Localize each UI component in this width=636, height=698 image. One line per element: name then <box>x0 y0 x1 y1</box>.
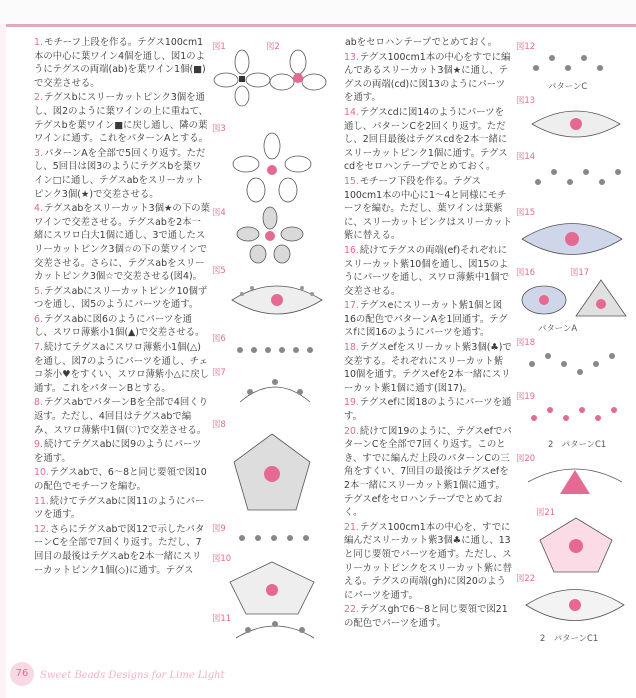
step-number: 2. <box>34 92 43 104</box>
step-number: 19. <box>344 397 359 409</box>
instruction-step <box>344 51 512 105</box>
diagram-label-pattern-a: パターンA <box>538 323 578 333</box>
step-text: テグス100cm1本の中心を、すでに編んだスリーカット紫3個♣に通し、13と同じ要領でパーツを通す。ただし、スリーカットピンクをスリーカット紫に替える。テグスの両端(gh)に図20のようにパーツを通す。 <box>344 521 513 601</box>
step-text: テグスabにスリーカットピンク10個ずつを通し、図5のようにパーツを通す。 <box>34 285 208 311</box>
step-text: モチーフ下段を作る。テグス100cm1本の中心に1〜4と同様にモチーフを編む。ただし、葉ワインは葉紫に、スリーカットピンクはスリーカット紫に替える。 <box>344 175 513 242</box>
instruction-step <box>34 396 210 437</box>
step-text: テグスabで、6〜8と同じ要領で図10の配色でモチーフを編む。 <box>34 467 207 492</box>
instruction-step <box>34 313 210 340</box>
instruction-step <box>34 36 210 90</box>
figure-label-14: 図14 <box>516 151 536 161</box>
diagram-figure-21 <box>536 514 616 576</box>
step-number: 6. <box>34 313 43 325</box>
figure-label-12: 図12 <box>516 41 536 51</box>
instruction-step <box>344 299 512 340</box>
diagram-figure-7 <box>230 372 320 416</box>
instruction-step <box>344 106 512 174</box>
instruction-step <box>34 523 210 577</box>
step-number: 17. <box>344 300 359 312</box>
diagram-figure-13 <box>524 102 628 146</box>
figure-label-2: 図2 <box>266 41 280 51</box>
diagram-figure-17 <box>572 276 630 326</box>
instruction-step <box>344 175 512 243</box>
diagram-label-pattern-c: パターンC <box>548 81 588 91</box>
figure-label-1: 図1 <box>212 41 226 51</box>
figure-label-18: 図18 <box>516 337 536 347</box>
step-number: 16. <box>344 244 359 256</box>
step-text: パターンAを全部で5回くり返す。ただし、5回目は図3のようにテグスbを葉ワイン□に通し、テグスabをスリーカットピンク3個(★)で交差させる。 <box>34 147 206 200</box>
step-text: テグスefをスリーカット紫3個(♣)で交差する。それぞれにスリーカット紫10個を通す。テグスefを2本一緒にスリーカット紫1個に通す(図17)。 <box>344 342 512 394</box>
instruction-step <box>344 341 512 395</box>
step-number: 20. <box>344 425 359 437</box>
step-number: 11. <box>34 495 49 507</box>
diagram-figure-16 <box>516 276 572 326</box>
step-number: 4. <box>34 203 43 215</box>
diagram-figure-18 <box>520 344 628 384</box>
step-number: 3. <box>34 147 43 159</box>
figure-label-9: 図9 <box>212 523 226 533</box>
step-text: テグスabをスリーカット3個★の下の葉ワインで交差させる。テグスabを2本一緒にスワロ白大1個に通し、3で通したスリーカットピンク3個☆の下の葉ワインで交差させる。さらに、テグスabをスリーカットピンク3個☆で交差させる(図4)。 <box>34 203 210 283</box>
diagram-figure-3 <box>222 130 322 206</box>
footer-title: Sweet Beads Designs for Lime Light <box>40 670 225 681</box>
step-text: テグス100cm1本の中心をすでに編んであるスリーカット3個★に通し、テグスの両端(cd)に図13のようにパーツを通す。 <box>344 51 511 104</box>
instruction-step <box>34 202 210 284</box>
step-number: 12. <box>34 523 49 535</box>
figure-label-21: 図21 <box>536 507 556 517</box>
instruction-step <box>34 285 210 312</box>
diagram-figure-11 <box>230 618 320 648</box>
instruction-step <box>34 438 210 465</box>
diagram-figure-5 <box>222 272 332 330</box>
figure-label-16: 図16 <box>516 267 536 277</box>
diagram-figure-20 <box>520 460 630 504</box>
step-number: 13. <box>344 51 359 63</box>
figure-label-22: 図22 <box>516 573 536 583</box>
step-text: さらにテグスabで図12で示したパターンCを全部で7回くり返す。ただし、7回目の最後はテグスabを2本一緒にスリーカットピンク1個(◇)に通す。テグス <box>34 523 205 576</box>
page-number: 76 <box>10 662 34 686</box>
step-text: テグスabでパターンBを全部で4回くり返す。ただし、4回目はテグスabで編み、スワロ薄紫中1個(♡)で交差させる。 <box>34 397 209 436</box>
instructions-column-left <box>34 36 210 578</box>
step-text: テグスabに図6のようにパーツを通し、スワロ薄紫小1個(▲)で交差させる。 <box>34 313 205 339</box>
diagram-figure-2 <box>266 48 330 112</box>
diagram-label-pattern-c-3: 2 パターンC1 <box>540 633 599 643</box>
figure-label-7: 図7 <box>212 367 226 377</box>
figure-label-3: 図3 <box>212 123 226 133</box>
diagram-figure-15 <box>516 214 628 264</box>
diagram-figure-9 <box>230 526 320 550</box>
step-number: 21. <box>344 521 359 533</box>
instructions-column-right <box>344 36 512 632</box>
step-text: モチーフ上段を作る。テグス100cm1本の中心に葉ワイン4個を通し、図1のようにテグスの両端(ab)を葉ワイン1個(■)で交差させる。 <box>34 37 206 89</box>
figure-label-6: 図6 <box>212 333 226 343</box>
step-number: 15. <box>344 175 359 187</box>
figure-label-4: 図4 <box>212 207 226 217</box>
step-text: 続けてテグスabに図9のようにパーツを通す。 <box>34 439 202 464</box>
instruction-step <box>344 425 512 520</box>
step-number: 1. <box>34 37 43 48</box>
figure-label-20: 図20 <box>516 453 536 463</box>
step-text: テグスghで6〜8と同じ要領で図21の配色でパーツを通す。 <box>344 604 508 629</box>
diagram-figure-6 <box>230 336 320 364</box>
step-number: 10. <box>34 467 49 479</box>
step-number: 18. <box>344 342 359 354</box>
step-number: 5. <box>34 285 43 297</box>
figure-label-5: 図5 <box>212 265 226 275</box>
step-text: 続けてテグスaにスワロ薄紫小1個(△)を通し、図7のようにパーツを通し、チェコ茶小♥をすくい、スワロ薄紫小△に戻し通す。これをパターンBとする。 <box>34 342 209 394</box>
instruction-step <box>344 244 512 298</box>
step-number: 7. <box>34 342 43 354</box>
diagram-figure-1 <box>212 48 272 108</box>
step-text: テグスcdに図14のようにパーツを通し、パターンCを2回くり返す。ただし、2回目最後はテグスcdを2本一緒にスリーカットピンク1個に通す。テグスcdをセロハンテープでとめておく。 <box>344 106 508 173</box>
instruction-step <box>344 603 512 630</box>
diagram-figure-10 <box>224 558 320 618</box>
instruction-step <box>34 466 210 493</box>
diagram-figure-4 <box>230 206 310 264</box>
figure-label-15: 図15 <box>516 207 536 217</box>
instruction-step <box>34 341 210 395</box>
instruction-step <box>344 396 512 423</box>
step-text: テグスbにスリーカットピンク3個を通し、図2のように葉ワインの上に重ねて、テグスbを葉ワイン■に戻し通し、隣の葉ワインに通す。これをパターンAとする。 <box>34 92 209 145</box>
page-left-edge <box>0 24 6 698</box>
figure-label-10: 図10 <box>212 553 232 563</box>
diagram-figure-22 <box>520 580 630 630</box>
instruction-step <box>34 495 210 522</box>
step-number: 8. <box>34 397 43 409</box>
diagram-label-pattern-c-2: 2 パターンC1 <box>548 439 607 449</box>
instruction-step <box>344 36 512 50</box>
figure-label-11: 図11 <box>212 613 232 623</box>
diagram-figure-14 <box>524 158 628 200</box>
step-number: 14. <box>344 106 359 118</box>
figure-label-8: 図8 <box>212 419 226 429</box>
figure-label-13: 図13 <box>516 95 536 105</box>
diagram-figure-8 <box>222 426 322 520</box>
step-text: abをセロハンテープでとめておく。 <box>345 37 497 48</box>
step-text: 続けて図19のように、テグスefでパターンCを全部で7回くり返す。このとき、すでに編んだ上段のパターンCの三角をすくい、7回目の最後はテグスefを2本一緒にスリーカット紫1個に通す。テグスefをセロハンテープでとめておく。 <box>344 425 512 519</box>
figure-label-17: 図17 <box>570 267 590 277</box>
step-text: テグスefに図18のようにパーツを通す。 <box>344 397 512 423</box>
diagram-figure-19 <box>520 398 628 438</box>
step-text: 続けてテグスabに図11のようにパーツを通す。 <box>34 495 205 521</box>
step-text: テグスeにスリーカット紫1個と図16の配色でパターンAを1回通す。テグスfに図16のようにパーツを通す。 <box>344 300 508 339</box>
page-top-band <box>0 0 636 27</box>
step-text: 続けてテグスの両端(ef)それぞれにスリーカット紫10個を通し、図15のようにパーツを通し、スワロ薄紫中1個で交差させる。 <box>344 244 509 297</box>
instruction-step <box>34 91 210 145</box>
step-number: 9. <box>34 439 43 451</box>
step-number: 22. <box>344 604 359 616</box>
instruction-step <box>34 147 210 201</box>
instruction-step <box>344 521 512 603</box>
figure-label-19: 図19 <box>516 391 536 401</box>
